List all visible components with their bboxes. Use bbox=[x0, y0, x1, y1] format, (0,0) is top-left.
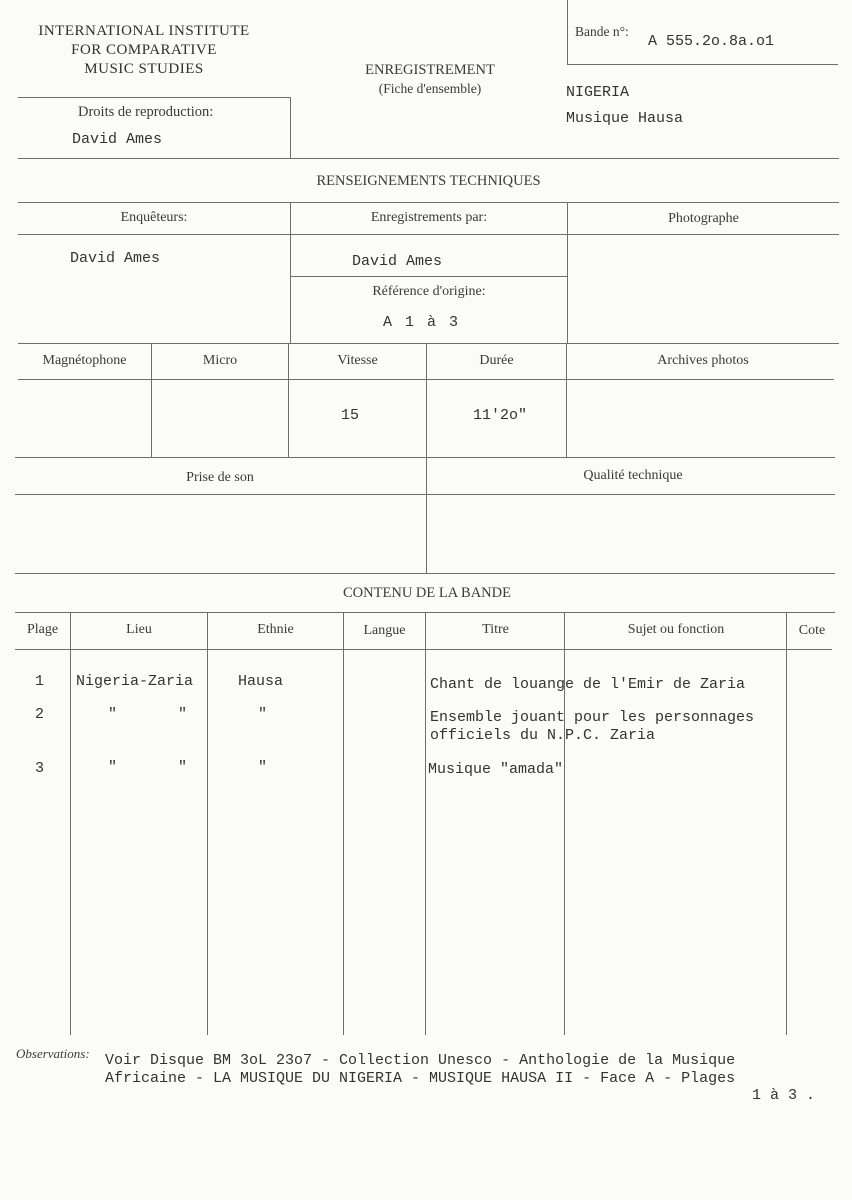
droits-value: David Ames bbox=[72, 131, 163, 148]
institute-name bbox=[14, 22, 274, 79]
content-divider-4 bbox=[425, 612, 426, 1035]
droits-top-border bbox=[18, 97, 291, 98]
form-subtitle: (Fiche d'ensemble) bbox=[378, 81, 482, 96]
institute-line-2: FOR COMPARATIVE bbox=[71, 42, 217, 58]
enregistrements-value: David Ames bbox=[352, 253, 443, 270]
technical-block-bottom-border bbox=[18, 343, 839, 344]
vitesse-label: Vitesse bbox=[337, 353, 378, 368]
row-2-plage: 2 bbox=[35, 706, 45, 723]
observations-label: Observations: bbox=[16, 1046, 90, 1061]
row-1-titre-line-1: Chant de louange de l'Emir de Zaria bbox=[430, 676, 746, 693]
institute-line-3: MUSIC STUDIES bbox=[84, 61, 204, 77]
technical-title-bottom-border bbox=[18, 202, 839, 203]
technical-divider-2 bbox=[567, 202, 568, 343]
technical-divider-1 bbox=[290, 202, 291, 343]
vitesse-value: 15 bbox=[341, 407, 360, 424]
bande-box-left-border bbox=[567, 0, 568, 64]
enqueteurs-value: David Ames bbox=[70, 250, 161, 267]
technical-labels-bottom-border bbox=[18, 234, 839, 235]
row-3-lieu-ditto-2: " bbox=[178, 759, 188, 776]
prise-de-son-label: Prise de son bbox=[186, 470, 254, 485]
row-2-ethnie-ditto: " bbox=[258, 706, 268, 723]
row-3-ethnie-ditto: " bbox=[258, 759, 268, 776]
row-1-lieu: Nigeria-Zaria bbox=[76, 673, 194, 690]
column-header-langue: Langue bbox=[363, 623, 406, 638]
reference-value: A 1 à 3 bbox=[383, 314, 461, 331]
equipment-divider-1 bbox=[151, 343, 152, 457]
duree-value: 11'2o" bbox=[473, 407, 528, 424]
technical-section-title: RENSEIGNEMENTS TECHNIQUES bbox=[316, 173, 541, 189]
enqueteurs-label: Enquêteurs: bbox=[120, 210, 188, 225]
droits-label: Droits de reproduction: bbox=[78, 104, 214, 120]
row-1-ethnie: Hausa bbox=[238, 673, 284, 690]
archives-label: Archives photos bbox=[657, 353, 749, 368]
row-1-plage: 1 bbox=[35, 673, 45, 690]
column-header-cote: Cote bbox=[798, 623, 826, 638]
row-2-lieu-ditto-1: " bbox=[108, 706, 118, 723]
form-title: ENREGISTREMENT bbox=[365, 62, 495, 78]
observations-line-3: 1 à 3 . bbox=[752, 1087, 816, 1104]
reference-label: Référence d'origine: bbox=[372, 284, 486, 299]
equipment-divider-4 bbox=[566, 343, 567, 457]
row-3-titre-line-1: Musique "amada" bbox=[428, 761, 564, 778]
bande-label: Bande n°: bbox=[575, 24, 629, 39]
content-header-bottom-border bbox=[15, 649, 832, 650]
column-header-sujet: Sujet ou fonction bbox=[627, 622, 725, 637]
photographe-label: Photographe bbox=[668, 211, 739, 226]
column-header-lieu: Lieu bbox=[126, 622, 152, 637]
micro-label: Micro bbox=[202, 353, 238, 368]
row-3-plage: 3 bbox=[35, 760, 45, 777]
observations-line-2: Africaine - LA MUSIQUE DU NIGERIA - MUSIQUE HAUSA II - Face A - Plages bbox=[105, 1070, 736, 1087]
row-2-titre-line-2: officiels du N.P.C. Zaria bbox=[430, 727, 656, 744]
equipment-divider-3 bbox=[426, 343, 427, 457]
country-value: NIGERIA bbox=[566, 84, 630, 101]
row-3-lieu-ditto-1: " bbox=[108, 759, 118, 776]
prise-block-bottom-border bbox=[15, 573, 835, 574]
observations-line-1: Voir Disque BM 3oL 23o7 - Collection Unesco - Anthologie de la Musique bbox=[105, 1052, 736, 1069]
bande-box-bottom-border bbox=[567, 64, 838, 65]
row-2-titre-line-1: Ensemble jouant pour les personnages bbox=[430, 709, 755, 726]
column-header-plage: Plage bbox=[26, 622, 59, 637]
row-2-lieu-ditto-2: " bbox=[178, 706, 188, 723]
content-divider-6 bbox=[786, 612, 787, 1035]
content-divider-1 bbox=[70, 612, 71, 1035]
enregistrements-inner-border bbox=[290, 276, 567, 277]
qualite-technique-label: Qualité technique bbox=[583, 468, 683, 483]
column-header-titre: Titre bbox=[482, 622, 509, 637]
content-divider-3 bbox=[343, 612, 344, 1035]
equipment-divider-2 bbox=[288, 343, 289, 457]
prise-qualite-divider bbox=[426, 457, 427, 573]
magnetophone-label: Magnétophone bbox=[42, 353, 127, 368]
content-section-title: CONTENU DE LA BANDE bbox=[343, 585, 511, 601]
enregistrements-label: Enregistrements par: bbox=[370, 210, 488, 225]
header-bottom-border bbox=[18, 158, 839, 159]
droits-right-border bbox=[290, 97, 291, 158]
duree-label: Durée bbox=[479, 353, 514, 368]
institute-line-1: INTERNATIONAL INSTITUTE bbox=[38, 23, 250, 39]
content-divider-2 bbox=[207, 612, 208, 1035]
column-header-ethnie: Ethnie bbox=[257, 622, 294, 637]
music-value: Musique Hausa bbox=[566, 110, 684, 127]
bande-value: A 555.2o.8a.o1 bbox=[648, 33, 775, 50]
equipment-block-bottom-border bbox=[15, 457, 835, 458]
prise-labels-bottom-border bbox=[15, 494, 835, 495]
